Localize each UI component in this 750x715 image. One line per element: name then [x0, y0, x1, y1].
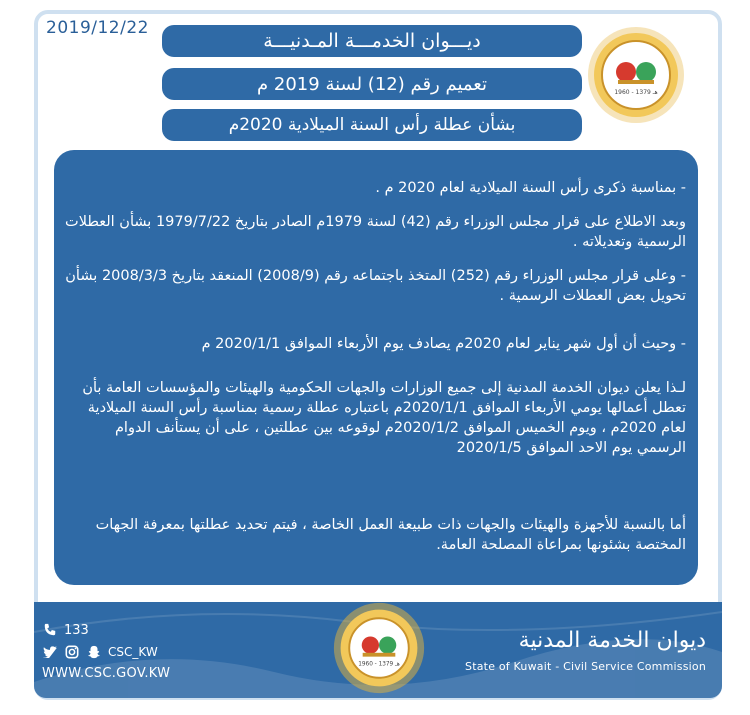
social-handle[interactable]: CSC_KW — [108, 645, 158, 659]
circular-subject-text: بشأن عطلة رأس السنة الميلادية 2020م — [228, 115, 516, 135]
circular-number-text: تعميم رقم (12) لسنة 2019 م — [257, 73, 487, 95]
footer-emblem-year: 1960 - 1379 هـ — [358, 661, 400, 668]
phone-icon — [42, 622, 58, 638]
header-title — [162, 25, 582, 57]
footer-emblem-icon — [330, 600, 428, 696]
paragraph-3: - وعلى قرار مجلس الوزراء رقم (252) المتخذ باجتماعه رقم (2008/9) المنعقد بتاريخ 2008/3/3 بشأن تحويل بعض العطلات الرسمية . — [65, 268, 686, 304]
social-links — [42, 644, 158, 660]
website-link[interactable]: WWW.CSC.GOV.KW — [42, 666, 171, 681]
paragraph-5: لـذا يعلن ديوان الخدمة المدنية إلى جميع الوزارات والجهات الحكومية والهيئات والمؤسسات العامة بأن تعطل أعمالها يومي الأربعاء الموافق 2020/1/1م باعتباره عطلة رسمية بمناسبة رأس السنة الميلادية لعام 2020م ، ويوم الخميس الموافق 2020/1/2م لوقوعه بين عطلتين ، على أن يستأنف الدوام الرسمي يوم الاحد الموافق 2020/1/5 — [82, 380, 686, 456]
circular-date: 2019/12/22 — [46, 18, 149, 38]
org-name-arabic: ديوان الخدمة المدنية — [518, 628, 706, 653]
paragraph-1: - بمناسبة ذكرى رأس السنة الميلادية لعام 2020 م . — [375, 180, 686, 196]
circular-number — [162, 68, 582, 100]
org-name-english: State of Kuwait - Civil Service Commission — [465, 660, 706, 673]
paragraph-4: - وحيث أن أول شهر يناير لعام 2020م يصادف يوم الأربعاء الموافق 2020/1/1 م — [201, 336, 686, 352]
circular-subject — [162, 109, 582, 141]
emblem-year: 1960 - 1379 هـ — [614, 89, 658, 96]
twitter-icon[interactable] — [42, 644, 58, 660]
phone-number: 133 — [64, 622, 89, 638]
emblem-icon — [586, 20, 686, 130]
paragraph-6: أما بالنسبة للأجهزة والهيئات والجهات ذات طبيعة العمل الخاصة ، فيتم تحديد عطلتها بمعرفة الجهات المختصة بشئونها بمراعاة المصلحة العامة. — [95, 517, 686, 553]
phone-contact[interactable] — [42, 622, 89, 638]
header-title-text: ديـــوان الخدمـــة المـدنيـــة — [263, 30, 481, 52]
instagram-icon[interactable] — [64, 644, 80, 660]
snapchat-icon[interactable] — [86, 644, 102, 660]
paragraph-2: وبعد الاطلاع على قرار مجلس الوزراء رقم (42) لسنة 1979م الصادر بتاريخ 1979/7/22 بشأن العطلات الرسمية وتعديلاته . — [65, 214, 686, 250]
